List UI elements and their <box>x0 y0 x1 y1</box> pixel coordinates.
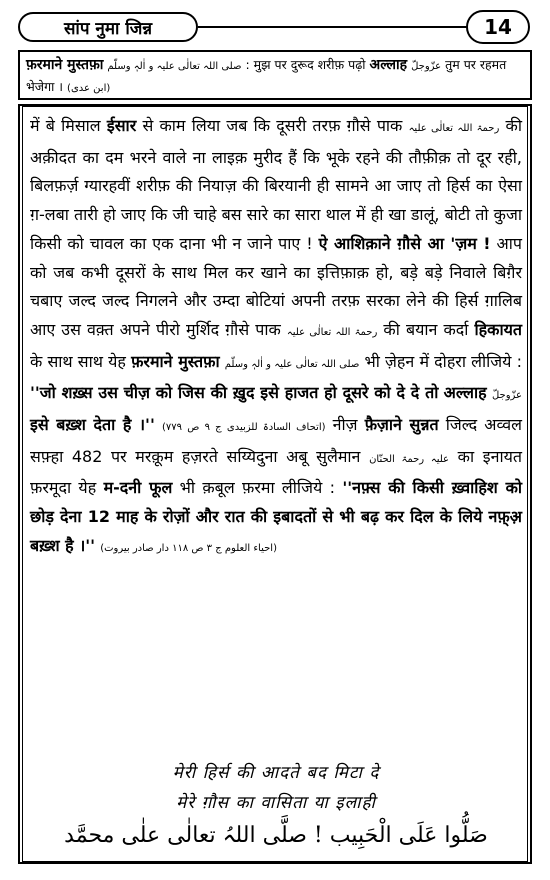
arabic-reference-2: (احیاء العلوم ج ۳ ص ۱۱۸ دار صادر بیروت) <box>100 542 277 554</box>
poem-line-2: मेरे ग़ौस का वासिता या इलाही <box>176 793 376 813</box>
arabic-reference: (اتحاف السادۃ للزبیدی ج ۹ ص ۷۷۹) <box>162 422 326 434</box>
text-span: भी ज़ेहन में दोहरा लीजिये : <box>364 351 522 371</box>
text-span: नीज़ <box>332 415 358 435</box>
farman-text-2: तुम पर रहमत भेजेगा । <box>26 57 507 94</box>
paragraph-1 <box>30 112 522 564</box>
page-number: 14 <box>466 10 530 44</box>
text-span: से काम लिया जब कि दूसरी तरफ़ ग़ौसे पाक <box>142 116 403 135</box>
text-span: भी क़बूल फ़रमा लीजिये : <box>179 478 335 498</box>
text-span: की बयान कर्दा <box>383 319 469 339</box>
text-span: का इनायत फ़रमूदा येह <box>30 446 522 498</box>
header-divider <box>198 26 468 28</box>
bold-madani-phool: म-दनी फूल <box>103 478 173 498</box>
farman-azza-wa-jal: عزّوجلّ <box>411 61 442 72</box>
bold-hikayat: हिकायत <box>474 319 522 339</box>
text-span: में बे मिसाल <box>30 116 101 135</box>
bold-farmane: फ़रमाने मुस्तफ़ा <box>131 351 220 371</box>
farman-box <box>18 50 532 100</box>
text-span: की अक़ीदत का दम भरने वाले ना लाइक़ मुरीद हैं कि भूके रहने की तौफ़ीक़ तो दूर रही, बिलफ़र्ज़ ग्यारहवीं शरीफ़ की नियाज़ की बिरयानी ही सामने आ जाए तो हिर्स का ऐसा ग़-लबा तारी हो जाए कि जी चाहे बस सारे का सारा थाल में ही खा डालूं, बोटी तो कुजा किसी को चावल का एक दाना भी न जाने पाए ! <box>30 116 522 253</box>
header-title: सांप नुमा जिन्न <box>18 12 198 42</box>
bold-quote-end: इसे बख़्श देता है ।'' <box>30 415 155 435</box>
poem <box>30 758 522 818</box>
bold-allah: अल्लाह <box>443 383 487 403</box>
arabic-honorific: رحمۃ اللہ تعالٰی علیہ <box>286 326 378 338</box>
bold-quote-2: ''नफ़्स की किसी ख़्वाहिश को छोड़ देना 12 माह के रोज़ों और रात की इबादतों से भी बढ़ कर दिल के लिये नफ़्अ़ बख़्श है ।'' <box>30 478 523 555</box>
salat-line: صَلُّوا عَلَی الْحَبِیب ! صلَّی اللہُ تعالٰی علٰی محمَّد <box>64 823 488 848</box>
text-span: जिल्द अव्वल सफ़्हा 482 पर मरक़ूम हज़रते सय्यिदुना अबू सुलैमान <box>30 415 522 466</box>
arabic-salutation: صلی اللہ تعالٰی علیہ و اٰلہٖ وسلّم <box>224 358 360 370</box>
body-text <box>30 112 522 564</box>
bold-quote: ''जो शख़्स उस चीज़ को जिस की ख़ुद इसे हाजत हो दूसरे को दे दे तो <box>30 383 439 403</box>
poem-line-1: मेरी हिर्स की आदते बद मिटा दे <box>172 763 380 783</box>
farman-allah: अल्लाह <box>369 57 408 73</box>
arabic-azza-wa-jal: عزّوجلّ <box>491 390 523 402</box>
text-span: के साथ साथ येह <box>30 351 126 371</box>
farman-lead: फ़रमाने मुस्तफ़ा <box>26 57 104 73</box>
bold-exclamation: ऐ आशिक़ाने ग़ौसे आ 'ज़म ! <box>318 233 491 253</box>
bold-isaar: ईसार <box>106 116 137 135</box>
arabic-honorific: علیہ رحمۃ الحنّان <box>369 453 450 465</box>
farman-text-1: : मुझ पर दुरूद शरीफ़ पढ़ो <box>245 57 366 72</box>
arabic-honorific: رحمۃ اللہ تعالٰی علیہ <box>408 123 500 134</box>
farman-salutation: صلی اللہ تعالٰی علیہ و اٰلہٖ وسلّم <box>107 61 242 72</box>
farman-source: (ابن عدی) <box>67 83 111 94</box>
text-span: आप को जब कभी दूसरों के साथ मिल कर खाने का इत्तिफ़ाक़ हो, बड़े बड़े निवाले बिग़ैर चबाए जल्द जल्द निगलने और उम्दा बोटियां अपनी तरफ़ सरका लेने की हिर्स ग़ालिब आए उस वक़्त अपने पीरो मुर्शिद ग़ौसे पाक <box>30 233 522 339</box>
bold-faizane-sunnat: फ़ैज़ाने सुन्नत <box>364 415 439 435</box>
